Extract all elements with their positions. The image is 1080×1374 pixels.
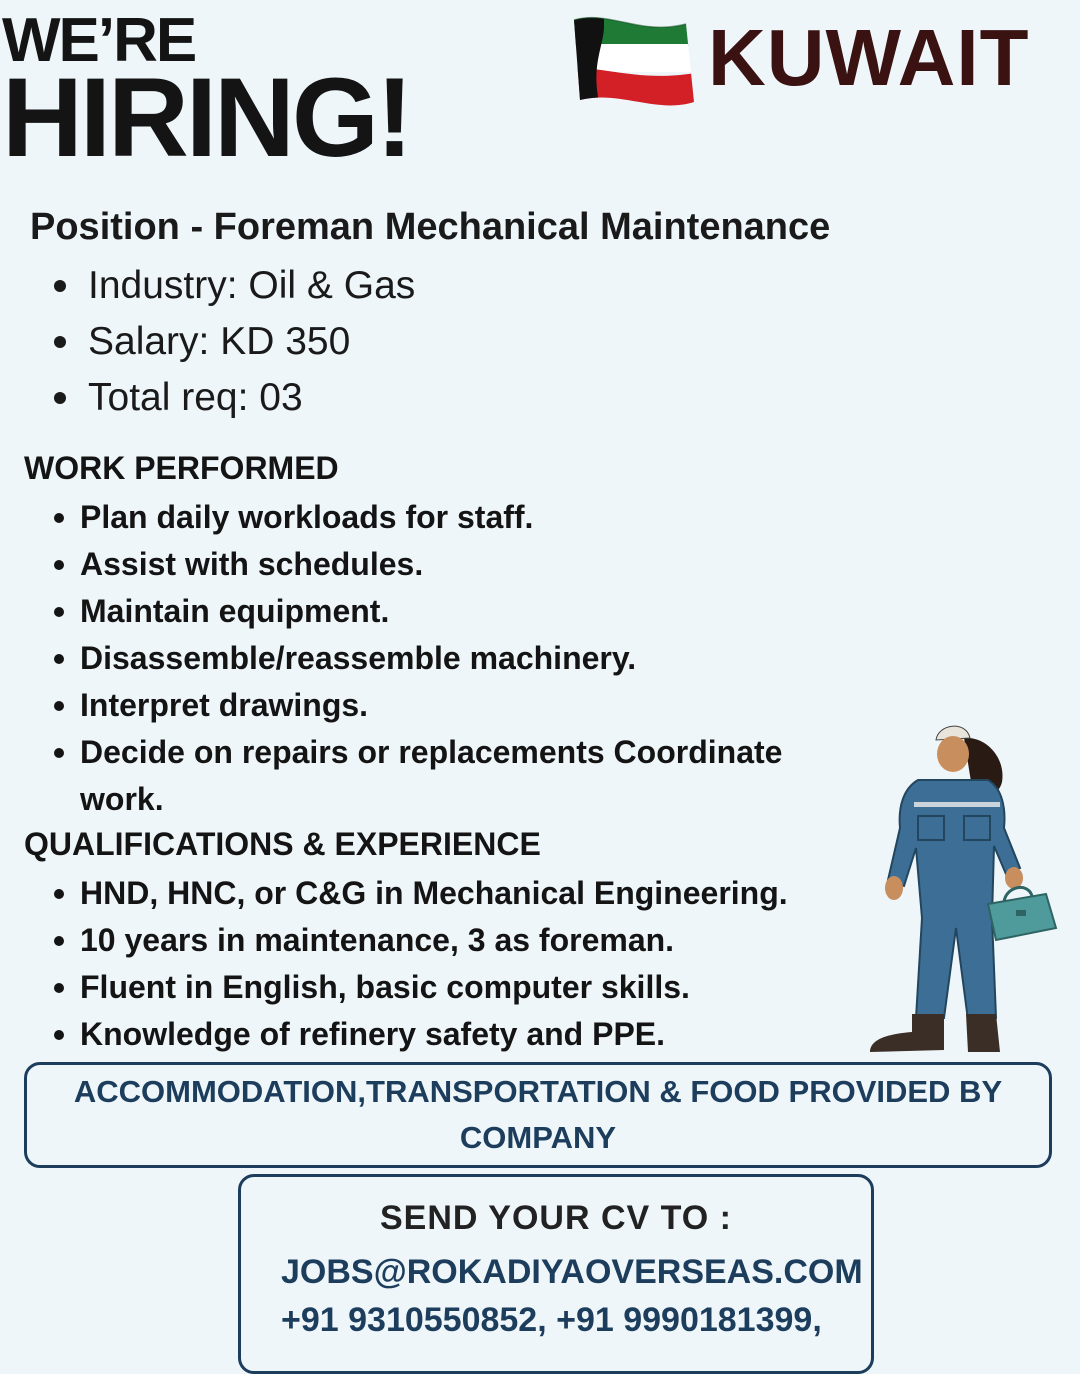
send-cv-heading: SEND YOUR CV TO : [379,1199,733,1237]
position-title: Position - Foreman Mechanical Maintenance [30,206,831,248]
contact-email-link[interactable]: JOBS@ROKADIYAOVERSEAS.COM [281,1253,863,1291]
worker-with-toolbox-icon [856,718,1066,1058]
country-title: KUWAIT [708,13,1030,102]
list-item: Disassemble/reassemble machinery. [52,635,842,682]
list-item: Total req: 03 [52,370,415,426]
list-item: HND, HNC, or C&G in Mechanical Engineering. [52,870,852,917]
job-details-list [52,258,415,426]
benefits-banner [24,1062,1052,1168]
list-item: Knowledge of refinery safety and PPE. [52,1011,852,1058]
list-item: Maintain equipment. [52,588,842,635]
work-performed-heading: WORK PERFORMED [24,450,339,486]
list-item: Assist with schedules. [52,541,842,588]
headline-hiring: HIRING! [2,55,411,180]
list-item: Decide on repairs or replacements Coordinate work. [52,729,842,823]
contact-phone-numbers[interactable]: +91 9310550852, +91 9990181399, [281,1301,822,1339]
list-item: Fluent in English, basic computer skills. [52,964,852,1011]
work-performed-list [52,494,842,823]
list-item: 10 years in maintenance, 3 as foreman. [52,917,852,964]
list-item: Industry: Oil & Gas [52,258,415,314]
qualifications-list [52,870,852,1058]
list-item: Salary: KD 350 [52,314,415,370]
headline-were: WE’RE [2,6,196,75]
contact-box [238,1174,874,1374]
list-item: Interpret drawings. [52,682,842,729]
list-item: Plan daily workloads for staff. [52,494,842,541]
benefits-text: ACCOMMODATION,TRANSPORTATION & FOOD PROVIDED BY COMPANY [73,1074,1003,1155]
kuwait-flag-icon [560,6,700,112]
qualifications-heading: QUALIFICATIONS & EXPERIENCE [24,826,541,862]
